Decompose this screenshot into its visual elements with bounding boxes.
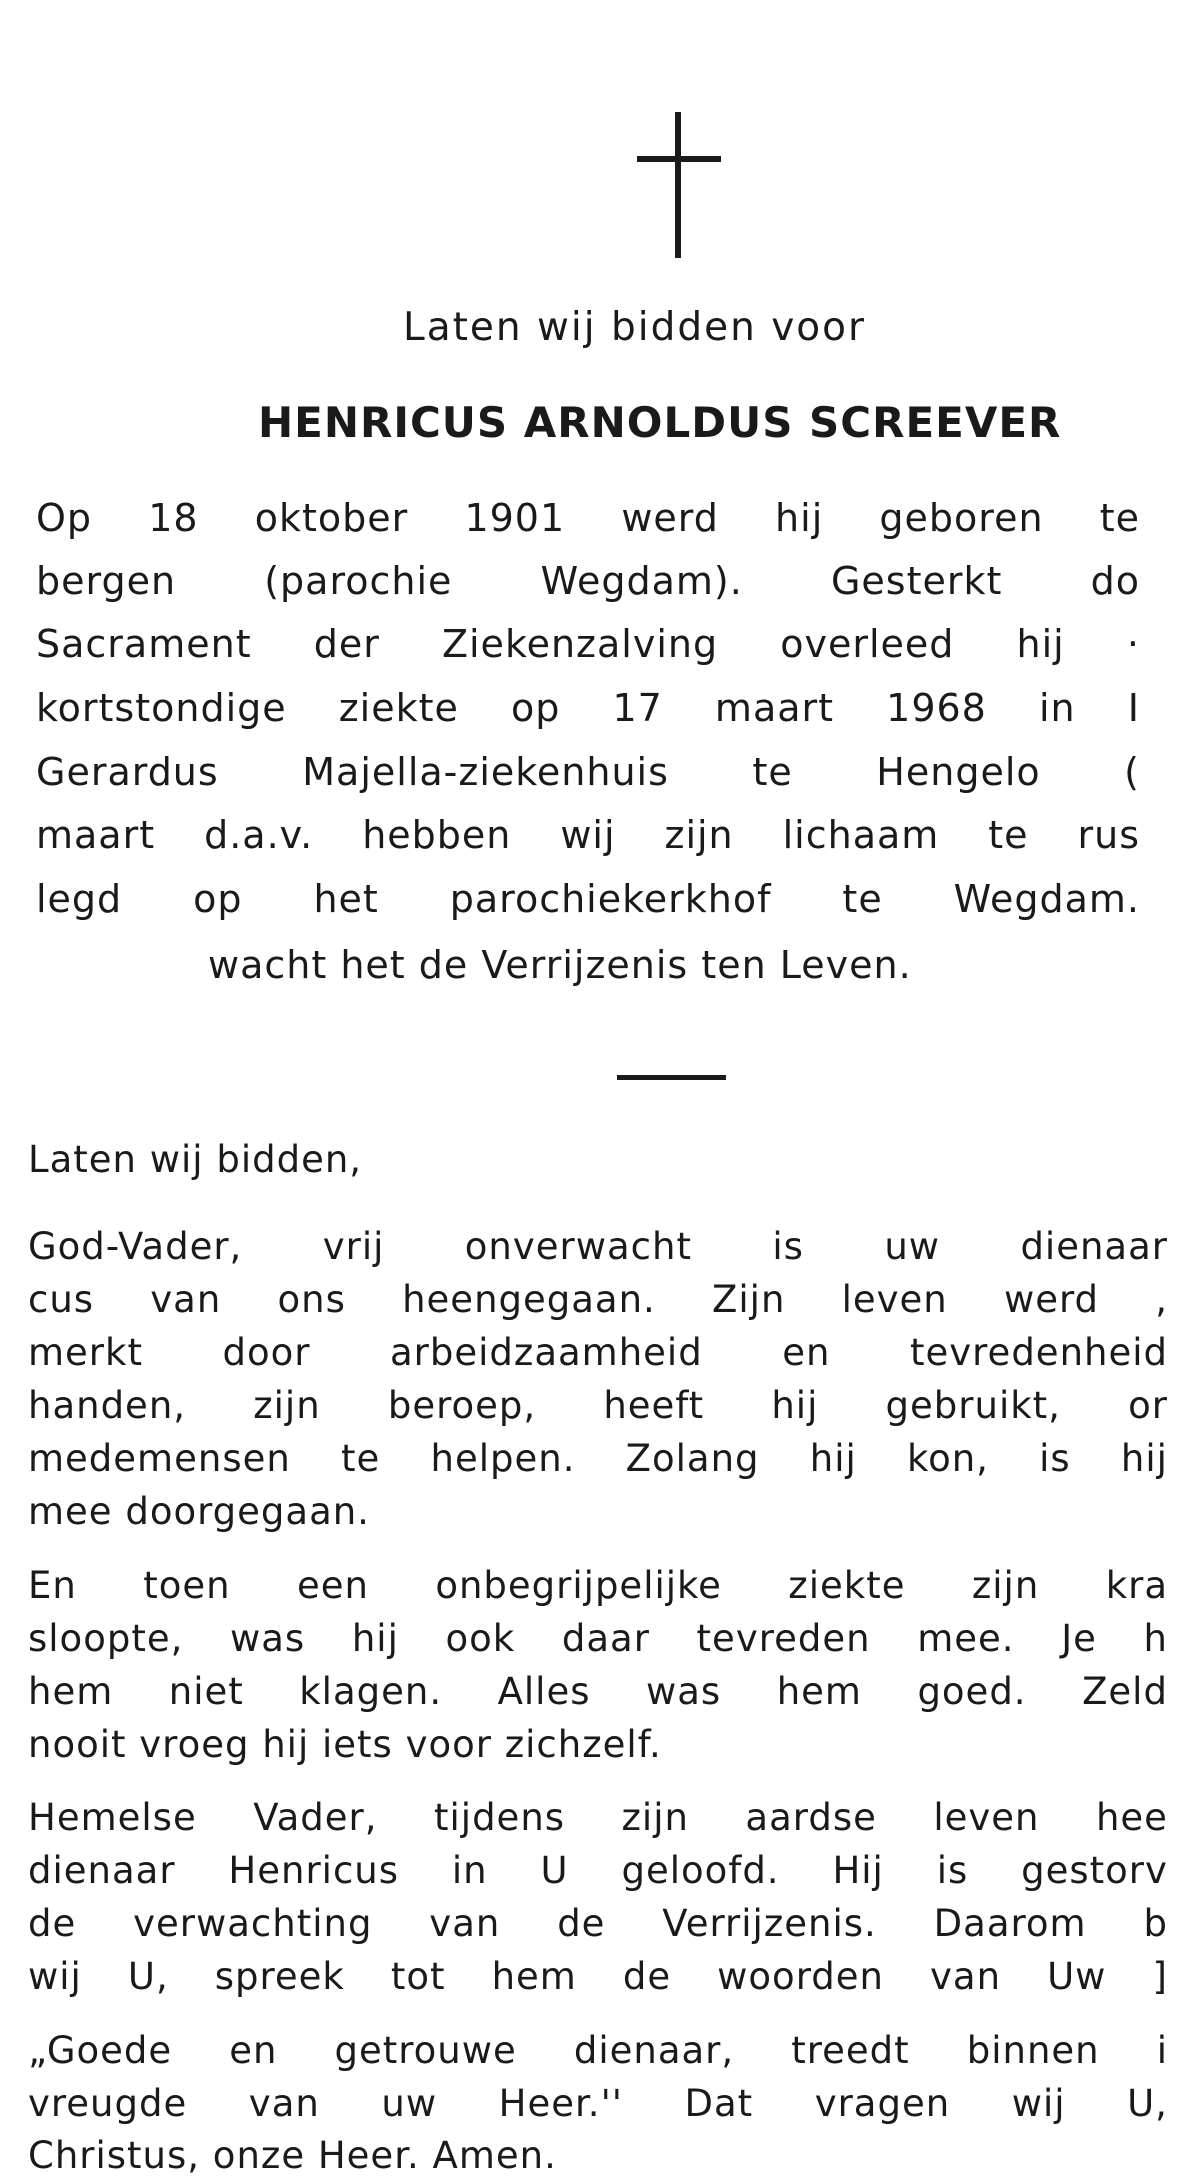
word: hem [776, 1670, 862, 1713]
word: Verrijzenis. [662, 1902, 877, 1945]
word: 18 [148, 496, 199, 540]
word: kra [1105, 1564, 1168, 1607]
word: cus [28, 1278, 95, 1321]
word: hebben [362, 813, 512, 857]
cross-icon [637, 112, 721, 258]
word: maart [36, 813, 156, 857]
prayer-line [28, 1617, 1168, 1660]
word: de [557, 1902, 606, 1945]
word: daar [561, 1617, 650, 1660]
prayer-line [28, 1796, 1168, 1839]
word: te [341, 1437, 381, 1480]
word: een [296, 1564, 369, 1607]
word: was [645, 1670, 722, 1713]
word: rus [1077, 813, 1140, 857]
prayer-line [28, 2029, 1168, 2072]
prayer-line [28, 1437, 1168, 1480]
prayer-line [28, 1384, 1168, 1427]
word: Gerardus [36, 750, 219, 794]
word: gebruikt, [885, 1384, 1061, 1427]
word: geboren [879, 496, 1044, 540]
word: te [1099, 496, 1140, 540]
intro-text: Laten wij bidden voor [403, 305, 867, 350]
word: sloopte, [28, 1617, 184, 1660]
word: U, [127, 1955, 169, 1998]
word: dienaar [1020, 1225, 1168, 1268]
word: woorden [717, 1955, 884, 1998]
word: Zolang [625, 1437, 760, 1480]
word: bergen [36, 559, 177, 603]
word: Dat [684, 2082, 754, 2125]
word: hem [28, 1670, 114, 1713]
word: h [1143, 1617, 1168, 1660]
word: U, [1127, 2082, 1168, 2125]
bio-line: wacht het de Verrijzenis ten Leven. [208, 943, 912, 987]
word: dienaar, [573, 2029, 735, 2072]
word: 17 [612, 686, 663, 730]
word: hij [351, 1617, 399, 1660]
word: Hemelse [28, 1796, 197, 1839]
word: handen, [28, 1384, 187, 1427]
word: hij [775, 496, 824, 540]
word: Je [1061, 1617, 1097, 1660]
word: merkt [28, 1331, 143, 1374]
word: der [313, 622, 380, 666]
word: God-Vader, [28, 1225, 243, 1268]
bio-line [36, 496, 1140, 540]
word: zijn [971, 1564, 1040, 1607]
word: · [1126, 622, 1140, 666]
word: van [429, 1902, 501, 1945]
word: van [930, 1955, 1002, 1998]
word: Gesterkt [830, 559, 1003, 603]
word: was [230, 1617, 306, 1660]
prayer-line: mee doorgegaan. [28, 1490, 370, 1533]
word: uw [884, 1225, 941, 1268]
word: kon, [906, 1437, 989, 1480]
word: oktober [254, 496, 409, 540]
word: wij [28, 1955, 82, 1998]
word: d.a.v. [204, 813, 314, 857]
word: overleed [780, 622, 955, 666]
word: onverwacht [464, 1225, 692, 1268]
word: , [1155, 1278, 1168, 1321]
word: En [28, 1564, 77, 1607]
word: toen [143, 1564, 231, 1607]
bio-line [36, 750, 1140, 794]
word: te [842, 877, 883, 921]
bio-line [36, 622, 1140, 666]
word: Wegdam. [953, 877, 1140, 921]
word: en [782, 1331, 831, 1374]
word: i [1156, 2029, 1168, 2072]
word: Zijn [712, 1278, 786, 1321]
word: Op [36, 496, 93, 540]
word: de [28, 1902, 77, 1945]
prayer-line [28, 1331, 1168, 1374]
word: ziekte [788, 1564, 906, 1607]
word: is [772, 1225, 804, 1268]
prayer-line [28, 2082, 1168, 2125]
word: tevreden [696, 1617, 871, 1660]
bio-line [36, 813, 1140, 857]
word: Wegdam). [540, 559, 743, 603]
word: is [1039, 1437, 1071, 1480]
word: hij [809, 1437, 857, 1480]
word: wij [560, 813, 616, 857]
word: leven [841, 1278, 948, 1321]
word: Alles [497, 1670, 591, 1713]
word: getrouwe [334, 2029, 517, 2072]
word: tijdens [434, 1796, 566, 1839]
word: geloofd. [621, 1849, 780, 1892]
word: Hengelo [876, 750, 1041, 794]
word: lichaam [782, 813, 940, 857]
word: heeft [603, 1384, 705, 1427]
word: U [540, 1849, 569, 1892]
word: in [1038, 686, 1076, 730]
prayer-line [28, 1225, 1168, 1268]
word: or [1128, 1384, 1168, 1427]
word: parochiekerkhof [449, 877, 772, 921]
word: klagen. [299, 1670, 443, 1713]
prayer-line [28, 1564, 1168, 1607]
word: het [313, 877, 379, 921]
word: zijn [664, 813, 734, 857]
word: Zeld [1082, 1670, 1168, 1713]
word: van [248, 2082, 320, 2125]
prayer-line [28, 1670, 1168, 1713]
word: werd [621, 496, 719, 540]
word: hij [771, 1384, 819, 1427]
word: b [1143, 1902, 1168, 1945]
word: gestorv [1021, 1849, 1168, 1892]
word: ] [1152, 1955, 1168, 1998]
word: mee. [917, 1617, 1015, 1660]
word: Henricus [228, 1849, 400, 1892]
word: zijn [621, 1796, 689, 1839]
divider [617, 1075, 726, 1080]
word: goed. [917, 1670, 1027, 1713]
bio-line [36, 686, 1140, 730]
word: helpen. [430, 1437, 576, 1480]
word: ook [445, 1617, 516, 1660]
word: werd [1003, 1278, 1100, 1321]
word: door [222, 1331, 311, 1374]
word: spreek [214, 1955, 345, 1998]
word: op [193, 877, 243, 921]
prayer-line: Christus, onze Heer. Amen. [28, 2134, 557, 2177]
word: van [150, 1278, 222, 1321]
word: Daarom [933, 1902, 1087, 1945]
prayer-line [28, 1902, 1168, 1945]
word: Hij [832, 1849, 884, 1892]
word: hij [1120, 1437, 1168, 1480]
word: Uw [1047, 1955, 1107, 1998]
word: onbegrijpelijke [435, 1564, 722, 1607]
word: niet [168, 1670, 244, 1713]
word: vrij [322, 1225, 385, 1268]
word: hee [1095, 1796, 1168, 1839]
prayer-line [28, 1955, 1168, 1998]
word: legd [36, 877, 123, 921]
word: tot [390, 1955, 446, 1998]
word: arbeidzaamheid [390, 1331, 703, 1374]
prayer-line [28, 1849, 1168, 1892]
prayer-line [28, 1278, 1168, 1321]
word: medemensen [28, 1437, 291, 1480]
word: (parochie [264, 559, 453, 603]
word: 1968 [886, 686, 987, 730]
word: Ziekenzalving [441, 622, 719, 666]
word: kortstondige [36, 686, 287, 730]
word: wij [1011, 2082, 1066, 2125]
prayer-line: nooit vroeg hij iets voor zichzelf. [28, 1723, 662, 1766]
word: Heer.'' [498, 2082, 623, 2125]
word: 1901 [464, 496, 566, 540]
word: de [622, 1955, 672, 1998]
word: beroep, [387, 1384, 537, 1427]
deceased-name: HENRICUS ARNOLDUS SCREEVER [258, 398, 1062, 447]
word: is [936, 1849, 969, 1892]
word: ons [277, 1278, 346, 1321]
word: heengegaan. [402, 1278, 656, 1321]
word: zijn [253, 1384, 321, 1427]
word: te [752, 750, 793, 794]
word: ziekte [338, 686, 459, 730]
word: hij [1016, 622, 1065, 666]
word: Sacrament [36, 622, 252, 666]
word: te [988, 813, 1029, 857]
word: en [229, 2029, 278, 2072]
word: tevredenheid [909, 1331, 1168, 1374]
word: Vader, [253, 1796, 378, 1839]
word: aardse [745, 1796, 877, 1839]
word: vreugde [28, 2082, 188, 2125]
word: op [511, 686, 561, 730]
word: I [1127, 686, 1140, 730]
word: in [451, 1849, 488, 1892]
word: hem [491, 1955, 577, 1998]
word: dienaar [28, 1849, 176, 1892]
word: Majella-ziekenhuis [302, 750, 669, 794]
word: leven [933, 1796, 1040, 1839]
word: treedt [791, 2029, 910, 2072]
word: verwachting [133, 1902, 373, 1945]
word: vragen [814, 2082, 951, 2125]
word: ( [1124, 750, 1140, 794]
bio-line [36, 877, 1140, 921]
word: uw [381, 2082, 438, 2125]
prayer-opening: Laten wij bidden, [28, 1138, 363, 1181]
word: maart [714, 686, 835, 730]
word: do [1090, 559, 1140, 603]
bio-line [36, 559, 1140, 603]
word: binnen [966, 2029, 1100, 2072]
word: „Goede [28, 2029, 173, 2072]
